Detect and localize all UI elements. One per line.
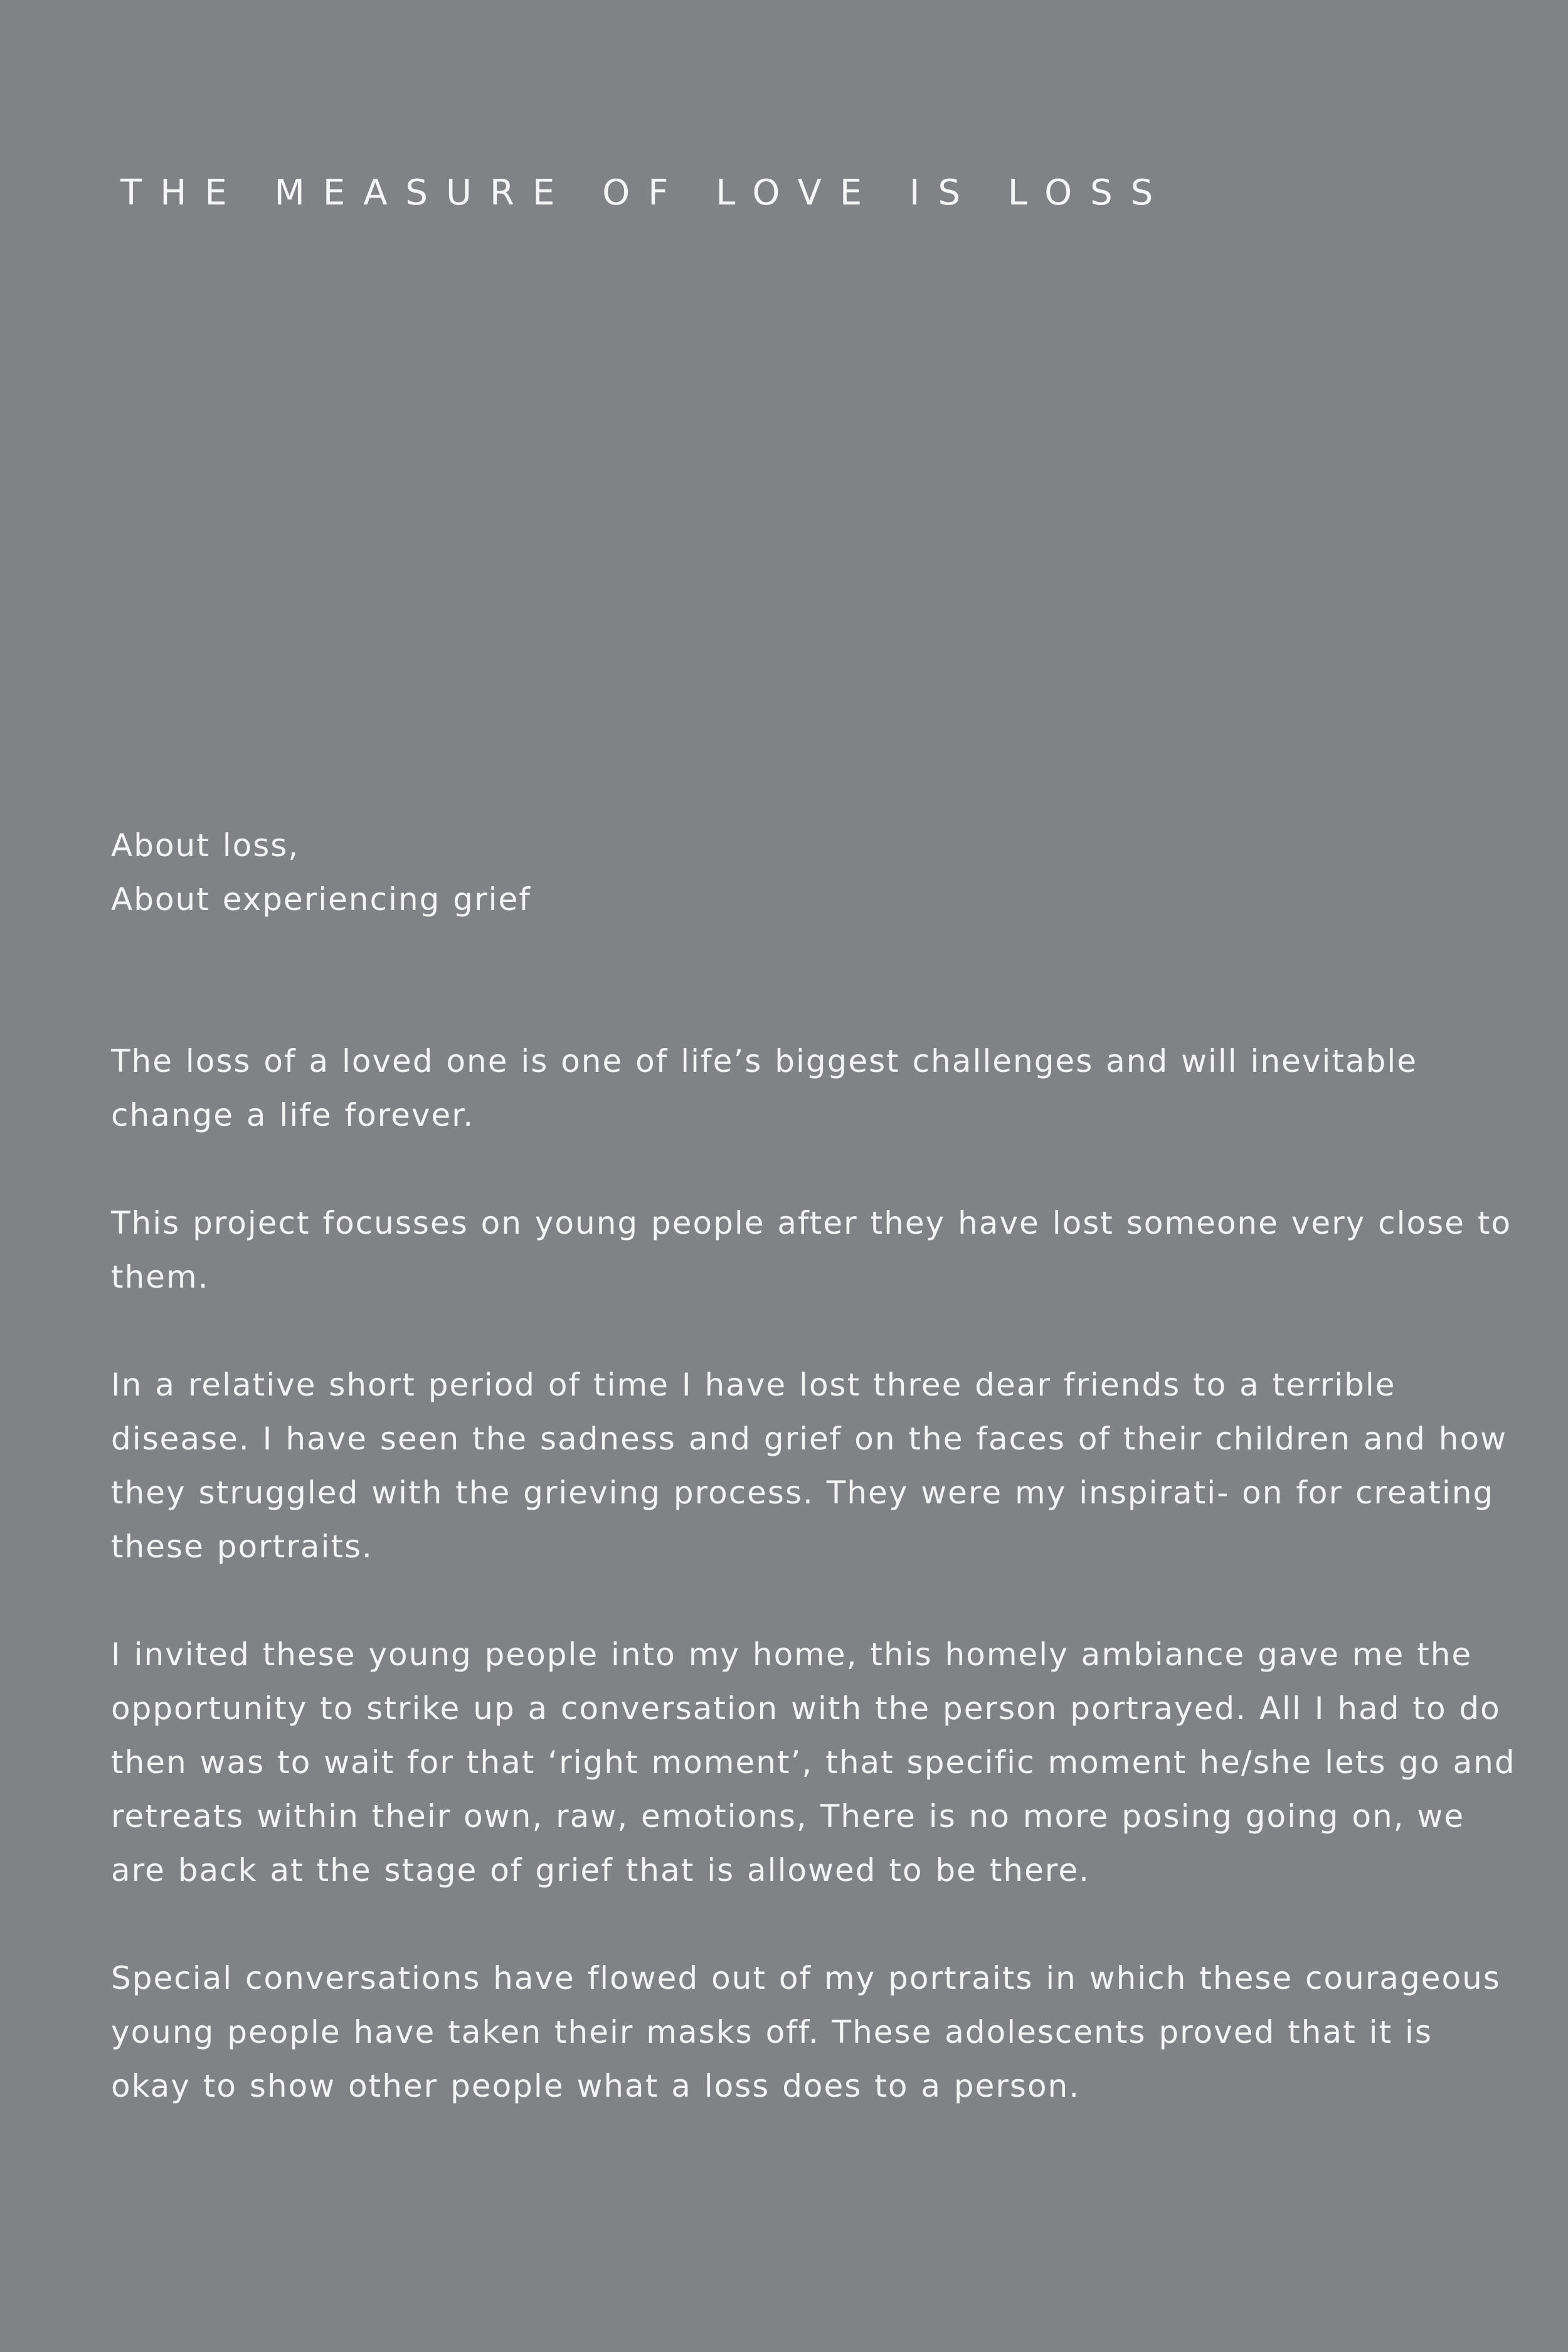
subtitle-line-1: About loss, — [111, 827, 300, 864]
document-body — [111, 818, 1516, 2113]
paragraph-3: In a relative short period of time I have lost three dear friends to a terrible disease. I have seen the sadness and grief on the faces of their children and how they struggled with the grieving process. They were my inspirati- on for creating these portraits. — [111, 1367, 1507, 1565]
paragraph-5: Special conversations have flowed out of my portraits in which these courageous young people have taken their masks off. These adolescents proved that it is okay to show other people what a loss does to a person. — [111, 1960, 1501, 2104]
paragraph-1: The loss of a loved one is one of life’s biggest challenges and will inevitable change a life forever. — [111, 1043, 1418, 1133]
subtitle-line-2: About experiencing grief — [111, 881, 531, 918]
subtitle — [111, 818, 1516, 926]
paragraph-list — [111, 1034, 1516, 2113]
paragraph-2: This project focusses on young people after they have lost someone very close to them. — [111, 1205, 1512, 1295]
document-title: THE MEASURE OF LOVE IS LOSS — [120, 172, 1172, 213]
paragraph-4: I invited these young people into my home, this homely ambiance gave me the opportunity to strike up a conversation with the person portrayed. All I had to do then was to wait for that ‘right moment’, that specific moment he/she lets go and retreats within their own, raw, emotions, There is no more posing going on, we are back at the stage of grief that is allowed to be there. — [111, 1636, 1516, 1888]
